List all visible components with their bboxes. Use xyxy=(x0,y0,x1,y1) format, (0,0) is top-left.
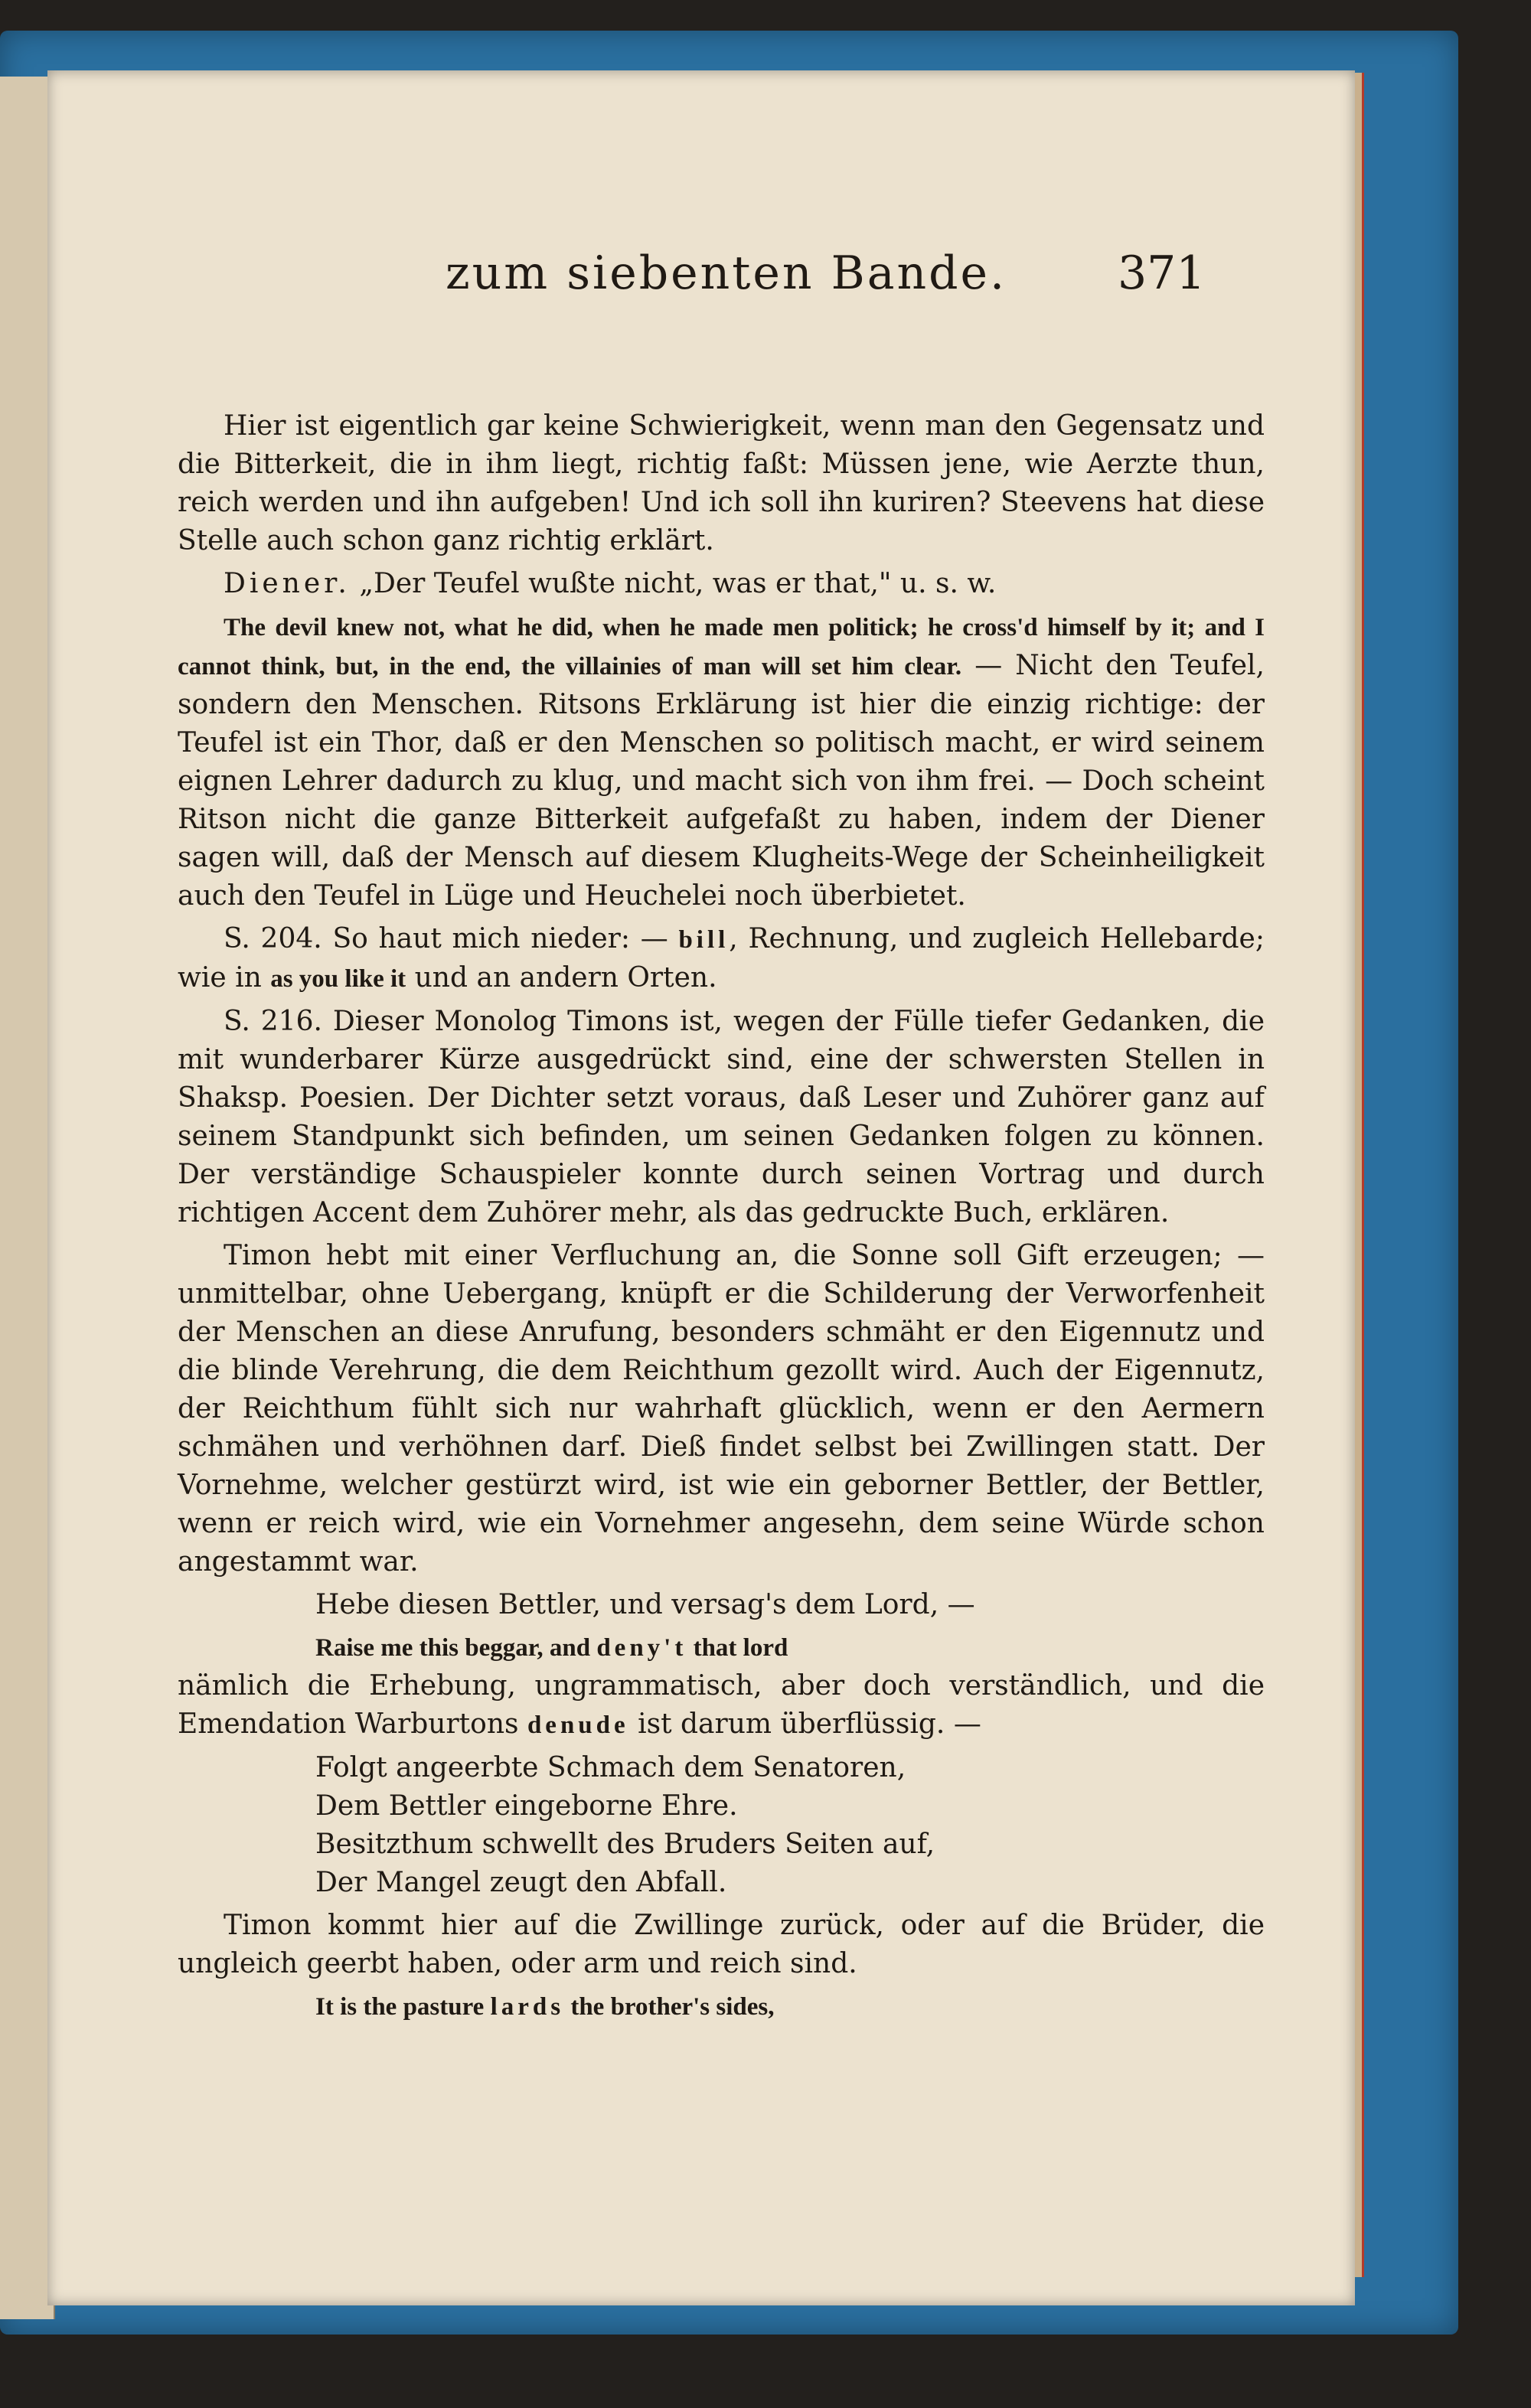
book-page xyxy=(47,70,1355,2305)
paragraph: S. 216. Dieser Monolog Timons ist, wegen der Fülle tiefer Gedanken, die mit wunderbarer Kürze ausgedrückt sind, eine der schwersten Stellen in Shaksp. Poesien. Der Dichter setzt voraus, daß Leser und Zuhörer ganz auf seinem Standpunkt sich befinden, um seinen Gedanken folgen zu können. Der verständige Schauspieler konnte durch seinen Vortrag und durch richtigen Accent dem Zuhörer mehr, als das gedruckte Buch, erklären. xyxy=(178,1006,1265,1228)
paragraph: Hier ist eigentlich gar keine Schwierigkeit, wenn man den Gegensatz und die Bitterkeit, die in ihm liegt, richtig faßt: Müssen jene, wie Aerzte thun, reich werden und ihn aufgeben! Und ich soll ihn kuriren? Steevens hat diese Stelle auch schon ganz richtig erklärt. xyxy=(178,410,1265,556)
english-word: lards xyxy=(490,1993,565,2021)
text-segment: the brother's sides, xyxy=(564,1993,775,2021)
running-head: zum siebenten Bande. xyxy=(446,246,1007,300)
paragraph: Timon kommt hier auf die Zwillinge zurück, oder auf die Brüder, die ungleich geerbt haben, oder arm und reich sind. xyxy=(178,1910,1265,1979)
english-word: bill xyxy=(678,926,730,954)
english-quote-line xyxy=(178,1629,1265,1667)
dialogue-text: „Der Teufel wußte nicht, was er that," u. s. w. xyxy=(359,568,997,599)
commentary-text: — Nicht den Teufel, sondern den Menschen. Ritsons Erklärung ist hier die einzig richtige: der Teufel ist ein Thor, daß er den Menschen so politisch macht, er wird seinem eignen Lehrer dadurch zu klug, und macht sich von ihm frei. — Doch scheint Ritson nicht die ganze Bitterkeit aufgefaßt zu haben, indem der Diener sagen will, daß der Mensch auf diesem Klugheits-Wege der Scheinheiligkeit auch den Teufel in Lüge und Heuchelei noch überbietet. xyxy=(178,650,1265,912)
page-number: 371 xyxy=(1118,246,1206,300)
verse-block xyxy=(315,1749,1265,1902)
text-segment: , Rechnung, und zugleich Hellebarde; wie in xyxy=(178,923,1265,994)
verse-line: Hebe diesen Bettler, und versag's dem Lord, — xyxy=(315,1589,975,1620)
text-segment: It is the pasture xyxy=(315,1993,491,2021)
page-header xyxy=(47,246,1355,315)
verse-line: Dem Bettler eingeborne Ehre. xyxy=(315,1790,738,1822)
verse-line: Folgt angeerbte Schmach dem Senatoren, xyxy=(315,1752,906,1783)
english-word: denude xyxy=(527,1711,629,1739)
english-title: as you like it xyxy=(270,965,406,993)
english-quote: The devil knew not, what he did, when he made men politick; he cross'd himself by it; and I cannot think, but, in the end, the villainies of man will set him clear. xyxy=(178,614,1265,680)
text-segment: nämlich die Erhebung, ungrammatisch, aber doch verständlich, und die Emendation Warburtons xyxy=(178,1670,1265,1740)
paragraph xyxy=(178,920,1265,998)
text-segment: ist darum überflüssig. — xyxy=(628,1708,981,1740)
text-segment: that lord xyxy=(687,1634,788,1662)
page-body xyxy=(178,407,1265,2026)
text-segment: Raise me this beggar, and xyxy=(315,1634,597,1662)
paragraph: Timon hebt mit einer Verfluchung an, die Sonne soll Gift erzeugen; — unmittelbar, ohne Uebergang, knüpft er die Schilderung der Verworfenheit der Menschen an diese Anrufung, besonders schmäht er den Eigennutz und die blinde Verehrung, die dem Reichthum gezollt wird. Auch der Eigennutz, der Reichthum fühlt sich nur wahrhaft glücklich, wenn er den Aermern schmähen und verhöhnen darf. Dieß findet selbst bei Zwillingen statt. Der Vornehme, welcher gestürzt wird, ist wie ein geborner Bettler, der Bettler, wenn er reich wird, wie ein Vornehmer angesehn, dem seine Würde schon angestammt war. xyxy=(178,1240,1265,1578)
speaker-name: Diener. xyxy=(224,568,351,599)
text-segment: und an andern Orten. xyxy=(406,962,717,994)
paragraph xyxy=(178,1667,1265,1744)
paragraph xyxy=(178,608,1265,915)
english-word: deny't xyxy=(596,1634,687,1662)
verse-line: Besitzthum schwellt des Bruders Seiten auf, xyxy=(315,1829,935,1860)
english-quote-line xyxy=(178,1988,1265,2026)
verse-line: Der Mangel zeugt den Abfall. xyxy=(315,1867,727,1898)
text-segment: S. 204. So haut mich nieder: — xyxy=(224,923,679,954)
paragraph xyxy=(178,565,1265,603)
